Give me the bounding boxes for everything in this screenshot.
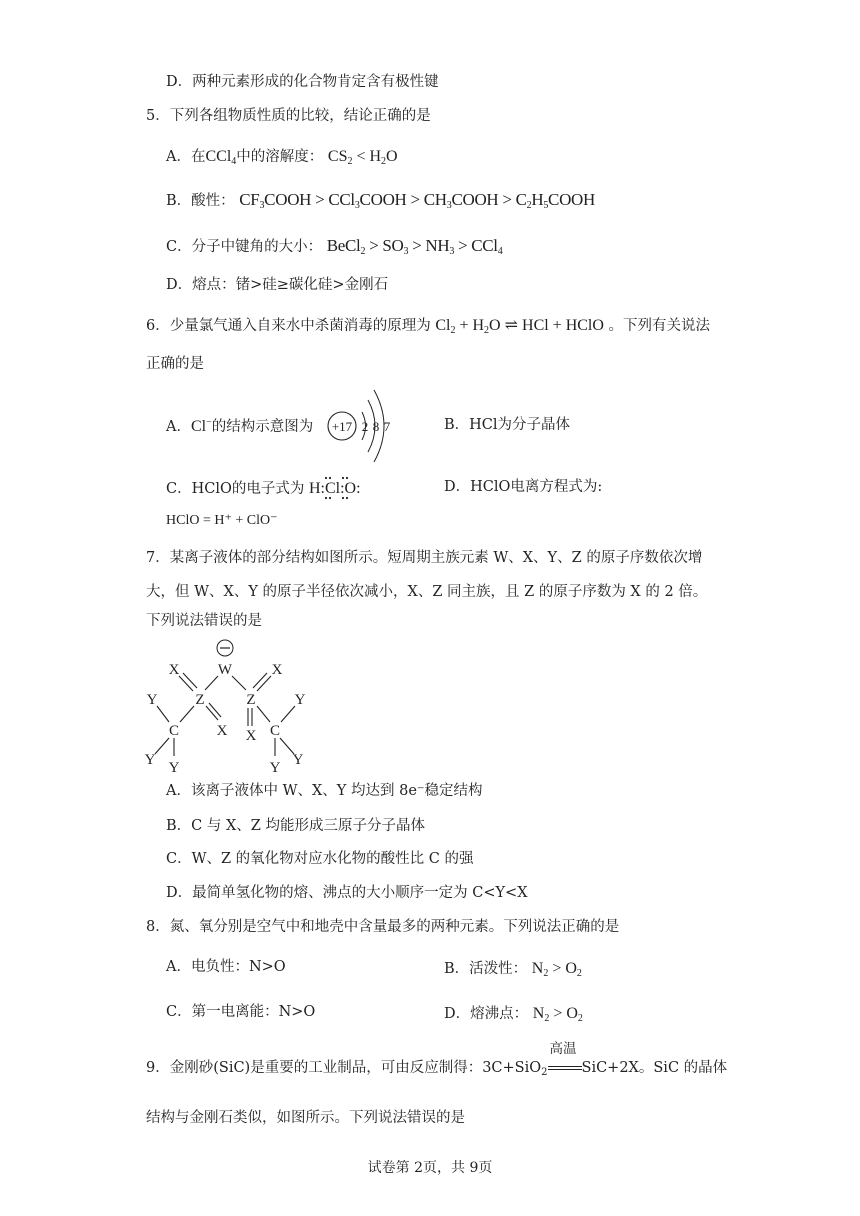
atom-x2: X: [271, 662, 283, 678]
q6-equation: $Cl_2 + H_2O$ ⇌ HCl + HClO: [435, 317, 604, 336]
hclo-ionization: HClO = H⁺ + ClO⁻: [166, 513, 278, 528]
atom-x1: X: [168, 662, 180, 678]
atom-y1: Y: [146, 692, 158, 708]
atom-c2: C: [269, 723, 281, 739]
q6-stem-cont: 正确的是: [146, 356, 204, 372]
q5-stem: 5．下列各组物质性质的比较，结论正确的是: [146, 108, 431, 124]
atom-y4: Y: [168, 760, 180, 776]
q7-option-d: D．最简单氢化物的熔、沸点的大小顺序一定为 C<Y<X: [166, 885, 528, 901]
atom-y6: Y: [292, 752, 304, 768]
q7-option-a: A．该离子液体中 W、X、Y 均达到 8e⁻稳定结构: [166, 783, 483, 799]
q8-option-a: A．电负性：N>O: [166, 959, 286, 975]
atom-x3: X: [216, 723, 228, 739]
q5-option-d: D．熔点：锗>硅≥碳化硅>金刚石: [166, 277, 389, 293]
q6-option-b: B．HCl为分子晶体: [444, 417, 571, 433]
atom-z2: Z: [246, 692, 256, 708]
page-footer: 试卷第 2页，共 9页: [367, 1160, 493, 1176]
atom-y5: Y: [269, 760, 281, 776]
q5-option-a: A．在CCl$_4$中的溶解度： $CS_2 < H_2O$: [166, 148, 398, 167]
q7-option-b: B．C 与 X、Z 均能形成三原子分子晶体: [166, 818, 425, 834]
q5-a-expression: $CS_2 < H_2O$: [327, 148, 398, 167]
q6-option-c: C．HClO的电子式为 H:Cl:O:: [166, 480, 361, 497]
svg-text:7: 7: [383, 419, 391, 434]
reaction-condition: 高温: [548, 1061, 582, 1075]
svg-text:+17: +17: [331, 419, 353, 434]
q6-stem: 6．少量氯气通入自来水中杀菌消毒的原理为 $Cl_2 + H_2O$ ⇌ HCl + HClO 。下列有关说法: [146, 317, 711, 336]
svg-text:8: 8: [372, 419, 380, 434]
q5-c-expression: BeCl$_2$ > $SO_3 > NH_3 > CCl_4$: [326, 236, 503, 257]
q5-option-c: C．分子中键角的大小： BeCl$_2$ > $SO_3 > NH_3 > CCl_4$: [166, 236, 503, 257]
q7-stem-2: 大，但 W、X、Y 的原子半径依次减小，X、Z 同主族，且 Z 的原子序数为 X 的 2 倍。: [146, 584, 708, 600]
q9-stem: 9．金刚砂(SiC)是重要的工业制品，可由反应制得：3C+SiO$_2$ 高温 SiC+2X。SiC 的晶体: [146, 1041, 728, 1078]
q4-option-d: D．两种元素形成的化合物肯定含有极性键: [166, 74, 439, 90]
q8-option-d: D．熔沸点： $N_2 > O_2$: [444, 1005, 583, 1024]
q8-option-b: B．活泼性： $N_2 > O_2$: [444, 960, 582, 979]
q7-option-c: C．W、Z 的氧化物对应水化物的酸性比 C 的强: [166, 851, 474, 867]
ionic-liquid-structure: [138, 634, 328, 780]
atom-x4: X: [245, 728, 257, 744]
q5-option-b: B．酸性： $CF_3COOH$ > CCl$_3$COOH > $CH_3COOH$ > $C_2H_5COOH$: [166, 190, 596, 211]
q7-stem-1: 7．某离子液体的部分结构如图所示。短周期主族元素 W、X、Y、Z 的原子序数依次增: [146, 550, 703, 566]
q8-stem: 8．氮、氧分别是空气中和地壳中含量最多的两种元素。下列说法正确的是: [146, 919, 620, 935]
q9-stem-cont: 结构与金刚石类似，如图所示。下列说法错误的是: [146, 1110, 465, 1126]
atom-c1: C: [168, 723, 180, 739]
q7-stem-3: 下列说法错误的是: [146, 613, 262, 629]
electron-dots: [310, 475, 360, 501]
svg-text:2: 2: [361, 419, 369, 434]
atom-y2: Y: [294, 692, 306, 708]
q6-option-d: D．HClO电离方程式为:: [444, 479, 603, 495]
hclo-electron-formula: H:Cl:O:: [308, 480, 361, 497]
atom-z1: Z: [195, 692, 205, 708]
q6-option-a: A．Cl−的结构示意图为: [166, 417, 314, 435]
q5-b-expression: $CF_3COOH$ > CCl$_3$COOH > $CH_3COOH$ > $C_2H_5COOH$: [239, 190, 596, 211]
chloride-ion-diagram: [322, 386, 402, 466]
atom-y3: Y: [144, 752, 156, 768]
atom-w: W: [217, 662, 233, 678]
q8-option-c: C．第一电离能：N>O: [166, 1004, 316, 1020]
